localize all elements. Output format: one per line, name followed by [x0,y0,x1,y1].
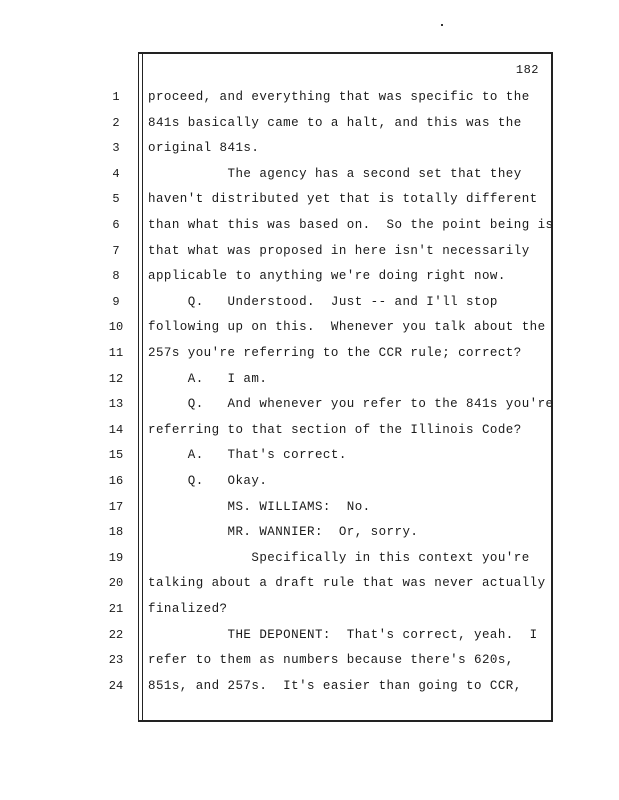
line-number: 14 [108,422,124,437]
line-number: 7 [112,243,120,258]
line-number: 10 [108,320,124,335]
scan-speck [441,24,443,26]
line-text: Q. Okay. [148,474,268,488]
line-text: MS. WILLIAMS: No. [148,499,371,514]
line-text: The agency has a second set that they [148,166,522,181]
line-number: 23 [108,653,124,668]
line-number: 22 [108,627,124,642]
line-number: 12 [108,371,124,386]
line-text: 841s basically came to a halt, and this was the [148,115,522,130]
line-text: A. That's correct. [148,448,347,463]
line-number: 24 [108,678,124,693]
line-text: Q. And whenever you refer to the 841s you're [148,397,554,412]
line-text: haven't distributed yet that is totally different [148,192,538,207]
line-number: 13 [108,397,124,412]
line-number: 11 [108,346,124,360]
line-text: refer to them as numbers because there's 620s, [148,653,514,668]
line-number: 4 [112,166,120,181]
line-text: 851s, and 257s. It's easier than going to CCR, [148,678,522,693]
line-text: 257s you're referring to the CCR rule; correct? [148,346,522,360]
line-text: following up on this. Whenever you talk about the [148,320,546,335]
line-number: 5 [112,192,120,207]
line-text: original 841s. [148,141,260,156]
line-number: 1 [112,90,120,104]
line-text: proceed, and everything that was specific to the [148,90,530,104]
line-text: referring to that section of the Illinois Code? [148,422,522,437]
line-number: 17 [108,499,124,514]
line-text: talking about a draft rule that was never actually [148,576,546,591]
line-number: 15 [108,448,124,463]
line-number: 18 [108,525,124,540]
line-number: 16 [108,474,124,488]
line-number: 9 [112,294,120,309]
line-text: THE DEPONENT: That's correct, yeah. I [148,627,538,642]
line-number: 21 [108,602,124,616]
line-number: 8 [112,269,120,284]
line-text: than what this was based on. So the point being is [148,218,554,232]
line-text: applicable to anything we're doing right now. [148,269,506,284]
line-text: Specifically in this context you're [148,550,530,565]
line-number: 2 [112,115,120,130]
line-text: finalized? [148,602,228,616]
line-number: 3 [112,141,120,156]
line-number: 6 [112,218,120,232]
line-text: Q. Understood. Just -- and I'll stop [148,294,498,309]
line-text: A. I am. [148,371,268,386]
line-number: 20 [108,576,124,591]
page-number: 182 [515,63,539,77]
line-number: 19 [108,550,124,565]
line-text: that what was proposed in here isn't necessarily [148,243,530,258]
line-text: MR. WANNIER: Or, sorry. [148,525,419,540]
